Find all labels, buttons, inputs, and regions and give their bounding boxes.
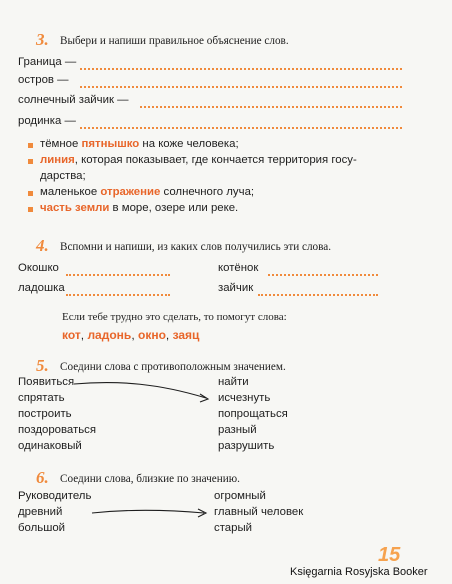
ex3-word-2: остров —	[18, 74, 69, 86]
page-number: 15	[378, 544, 401, 566]
ex5-right-1[interactable]: найти	[218, 376, 249, 388]
ex4-word-zaychik: зайчик	[218, 282, 254, 294]
ex3-option-3: маленькое отражение солнечного луча;	[40, 186, 255, 198]
ex3-option-4: часть земли в море, озере или реке.	[40, 202, 239, 214]
ex5-right-4[interactable]: разный	[218, 424, 257, 436]
ex3-option-1: тёмное пятнышко на коже человека;	[40, 138, 239, 150]
ex4-word-ladoshka: ладошка	[18, 282, 65, 294]
ex6-left-1[interactable]: Руководитель	[18, 490, 92, 502]
ex5-left-3[interactable]: построить	[18, 408, 72, 420]
ex5-left-2[interactable]: спрятать	[18, 392, 65, 404]
exercise-5-number: 5.	[36, 356, 49, 375]
exercise-3-instruction: Выбери и напиши правильное объяснение слов.	[60, 35, 289, 47]
ex6-left-3[interactable]: большой	[18, 522, 66, 534]
ex4-word-kotyonok: котёнок	[218, 262, 259, 274]
ex5-right-5[interactable]: разрушить	[218, 440, 275, 452]
ex3-word-1: Граница —	[18, 56, 77, 68]
ex3-word-4: родинка —	[18, 115, 76, 127]
ex6-right-3[interactable]: старый	[214, 522, 253, 534]
ex6-right-1[interactable]: огромный	[214, 490, 266, 502]
ex5-left-1[interactable]: Появиться	[18, 376, 75, 388]
exercise-3-number: 3.	[36, 30, 49, 49]
ex3-option-2-continued: дарства;	[40, 170, 86, 182]
ex3-word-3: солнечный зайчик —	[18, 94, 129, 106]
ex6-left-2[interactable]: древний	[18, 506, 63, 518]
ex6-right-2[interactable]: главный человек	[214, 506, 304, 518]
exercise-5-instruction: Соедини слова с противоположным значением.	[60, 361, 286, 373]
ex4-word-okoshko: Окошко	[18, 262, 59, 274]
footer-watermark: Księgarnia Rosyjska Booker	[290, 566, 428, 578]
exercise-6-number: 6.	[36, 468, 49, 487]
ex4-hint-words: кот, ладонь, окно, заяц	[62, 328, 200, 342]
exercise-6-instruction: Соедини слова, близкие по значению.	[60, 473, 240, 485]
ex5-right-2[interactable]: исчезнуть	[218, 392, 271, 404]
ex5-right-3[interactable]: попрощаться	[218, 408, 288, 420]
ex5-left-5[interactable]: одинаковый	[18, 440, 82, 452]
exercise-4-number: 4.	[36, 236, 49, 255]
ex4-hint-text: Если тебе трудно это сделать, то помогут слова:	[62, 311, 287, 323]
ex5-left-4[interactable]: поздороваться	[18, 424, 97, 436]
exercise-4-instruction: Вспомни и напиши, из каких слов получились эти слова.	[60, 241, 332, 253]
ex3-option-2: линия, которая показывает, где кончается территория госу-	[40, 154, 357, 166]
ex6-connector-arrow	[92, 510, 204, 513]
